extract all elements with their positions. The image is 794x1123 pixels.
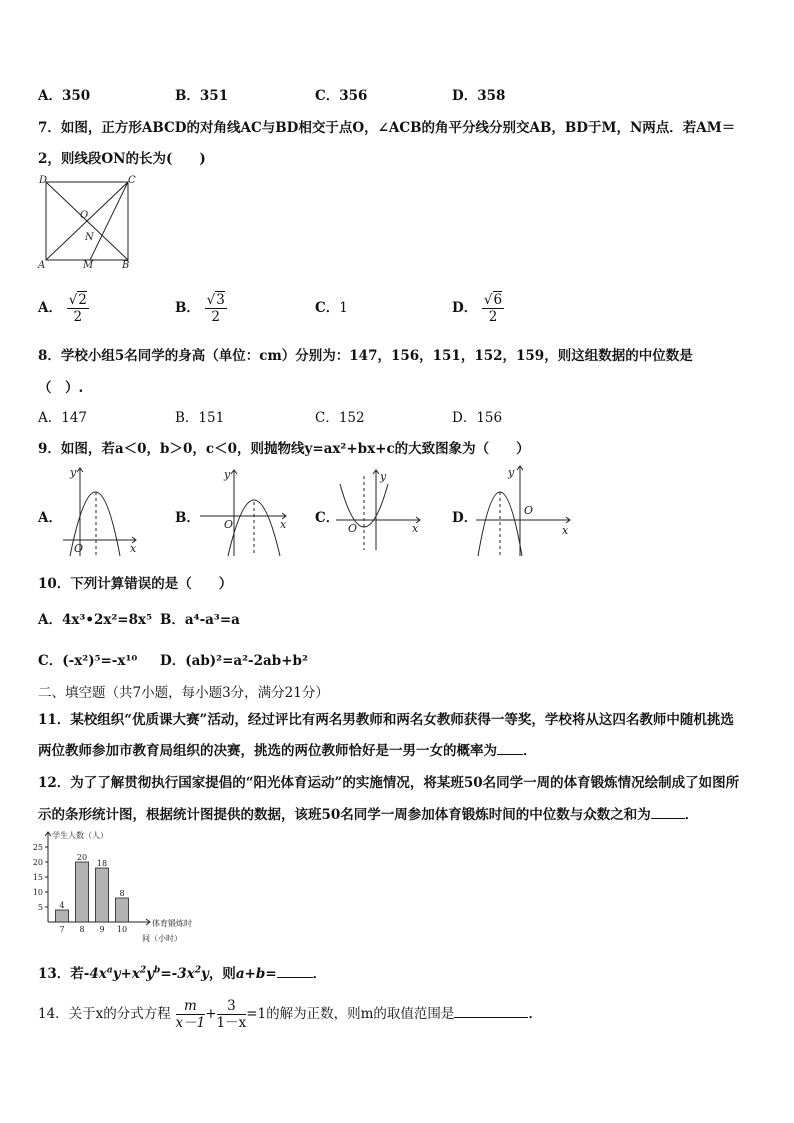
q7-a-den: 2 bbox=[73, 309, 83, 325]
q7-label-b: B bbox=[122, 260, 130, 270]
q7-option-a-fraction bbox=[67, 292, 89, 325]
chart-ytick-label-20: 20 bbox=[32, 858, 43, 867]
q7-label-d: D bbox=[39, 175, 48, 186]
chart-ytick-label-10: 10 bbox=[32, 888, 43, 897]
q9-d-x-label: x bbox=[562, 524, 569, 537]
q7-square-figure bbox=[36, 174, 136, 270]
q7-d-radicand: 6 bbox=[493, 292, 503, 308]
q7-label-a: A bbox=[38, 260, 46, 270]
q14-plus: + bbox=[205, 1006, 217, 1022]
q12-tail: ． bbox=[684, 807, 699, 823]
q13-text bbox=[38, 962, 326, 982]
chart-marks bbox=[33, 843, 129, 934]
q13-ab: a+b bbox=[235, 966, 266, 982]
q9-b-o-label: O bbox=[224, 518, 234, 531]
q12-answer-blank[interactable] bbox=[651, 818, 685, 819]
chart-value-label-10: 8 bbox=[119, 889, 125, 898]
q9-a-x-label: x bbox=[130, 542, 137, 555]
q13-mid: ，则 bbox=[208, 966, 236, 982]
q9-graph-b bbox=[198, 466, 290, 558]
q7-option-d bbox=[452, 290, 504, 326]
q14-post: 的解为正数，则m的取值范围是 bbox=[266, 1006, 455, 1022]
chart-value-label-9: 18 bbox=[96, 859, 108, 868]
q9-option-d-letter: D． bbox=[452, 510, 478, 526]
chart-bar-10 bbox=[116, 898, 129, 922]
q9-option-a-letter: A． bbox=[38, 510, 62, 526]
q14-eq: =1 bbox=[246, 1006, 267, 1022]
section-heading: 二、填空题（共7小题，每小题3分，满分21分） bbox=[38, 685, 329, 701]
q7-a-radicand: 2 bbox=[78, 292, 87, 308]
q14-answer-blank[interactable] bbox=[454, 1017, 528, 1018]
q6-option-a: A．350 bbox=[38, 88, 91, 104]
q7-option-c-letter: C． bbox=[315, 300, 340, 316]
q7-option-d-fraction bbox=[482, 292, 504, 325]
q9-text: 9．如图，若a＜0，b＞0，c＜0，则抛物线y=ax²+bx+c的大致图象为（ ） bbox=[38, 441, 530, 457]
q9-graph-d bbox=[474, 462, 574, 558]
q9-b-y-label: y bbox=[224, 468, 231, 481]
q8-option-b: B．151 bbox=[175, 410, 225, 426]
q12-bar-chart bbox=[30, 826, 230, 948]
chart-ytick-label-5: 5 bbox=[37, 903, 43, 912]
q9-c-y-label: y bbox=[380, 470, 387, 483]
q9-graph-a bbox=[60, 462, 140, 558]
q11-tail: ． bbox=[523, 743, 537, 759]
q14-f2-num: 3 bbox=[217, 998, 247, 1015]
chart-bar-9 bbox=[96, 868, 109, 922]
q8-text-line2: （ ）. bbox=[38, 380, 84, 396]
q9-option-c-letter: C． bbox=[315, 510, 340, 526]
q9-graph-c bbox=[334, 466, 424, 552]
q13-answer-blank[interactable] bbox=[277, 977, 313, 978]
q9-a-y-label: y bbox=[70, 466, 77, 479]
q7-b-radicand: 3 bbox=[216, 292, 225, 308]
chart-xlabel-line1: 体育锻炼时 bbox=[152, 919, 192, 928]
chart-bar-7 bbox=[56, 910, 69, 922]
q7-label-m: M bbox=[83, 260, 94, 270]
q12-text-line2 bbox=[38, 803, 698, 823]
q14-text bbox=[38, 994, 542, 1034]
q7-b-den: 2 bbox=[211, 309, 221, 325]
q8-option-a: A．147 bbox=[38, 410, 88, 426]
q13-expression: $-4x^ay+x^2y^b=-3x^2y$ bbox=[83, 965, 209, 982]
q9-option-b-letter: B． bbox=[175, 510, 200, 526]
chart-value-label-7: 4 bbox=[59, 901, 65, 910]
q8-text-line1: 8．学校小组5名同学的身高（单位：cm）分别为：147，156，151，152，159，则这组数据的中位数是 bbox=[38, 348, 693, 364]
q10-option-b: B．a⁴-a³=a bbox=[160, 612, 240, 628]
q11-text-line1: 11．某校组织“优质课大赛”活动，经过评比有两名男教师和两名女教师获得一等奖，学校将从这四名教师中随机挑选 bbox=[38, 712, 734, 728]
chart-xlabel-line2: 间（小时） bbox=[142, 934, 182, 943]
chart-category-label-9: 9 bbox=[99, 925, 105, 934]
q14-fraction-2 bbox=[217, 998, 247, 1031]
q6-option-b: B．351 bbox=[175, 88, 229, 104]
q7-label-o: O bbox=[80, 210, 89, 221]
q9-a-o-label: O bbox=[74, 542, 84, 555]
q9-d-y-label: y bbox=[508, 466, 515, 479]
chart-ytick-label-15: 15 bbox=[32, 873, 43, 882]
chart-ylabel: 学生人数（人） bbox=[52, 831, 108, 840]
q14-f1-den: x－1 bbox=[175, 1015, 206, 1031]
q14-f2-den: 1－x bbox=[216, 1015, 247, 1031]
q7-option-b bbox=[175, 290, 227, 326]
q8-option-d: D．156 bbox=[452, 410, 503, 426]
q7-a-sqrt: √ bbox=[68, 292, 78, 308]
chart-category-label-10: 10 bbox=[116, 925, 128, 934]
q13-prefix: 13．若 bbox=[38, 966, 84, 982]
q7-option-b-letter: B． bbox=[175, 300, 200, 316]
q12-text-line1: 12．为了了解贯彻执行国家提倡的“阳光体育运动”的实施情况，将某班50名同学一周的体育锻炼情况绘制成了如图所 bbox=[38, 775, 740, 791]
q9-d-o-label: O bbox=[524, 504, 534, 517]
chart-category-label-8: 8 bbox=[79, 925, 85, 934]
q14-fraction-1 bbox=[176, 998, 206, 1031]
q14-tail: ． bbox=[528, 1006, 542, 1022]
q11-answer-blank[interactable] bbox=[497, 754, 523, 755]
chart-value-label-8: 20 bbox=[76, 853, 88, 862]
q9-b-x-label: x bbox=[280, 518, 287, 531]
chart-ytick-label-25: 25 bbox=[32, 843, 43, 852]
q7-b-sqrt: √ bbox=[206, 292, 216, 308]
q13-eq: = bbox=[265, 966, 277, 982]
q7-text-line1: 7．如图，正方形ABCD的对角线AC与BD相交于点O，∠ACB的角平分线分别交AB，BD于M，N两点．若AM＝ bbox=[38, 120, 736, 136]
q10-option-d: D．(ab)²=a²-2ab+b² bbox=[160, 653, 308, 669]
q6-option-d: D．358 bbox=[452, 88, 506, 104]
q9-c-x-label: x bbox=[412, 522, 419, 535]
q7-option-b-fraction bbox=[205, 292, 227, 325]
q11-text-line2 bbox=[38, 739, 537, 759]
q7-option-a bbox=[38, 290, 89, 326]
q8-option-c: C．152 bbox=[315, 410, 365, 426]
q7-d-den: 2 bbox=[488, 309, 498, 325]
chart-category-label-7: 7 bbox=[59, 925, 65, 934]
q9-c-o-label: O bbox=[348, 522, 358, 535]
q7-option-d-letter: D． bbox=[452, 300, 478, 316]
q14-f1-num: m bbox=[176, 998, 206, 1015]
q7-text-line2: 2，则线段ON的长为( ) bbox=[38, 151, 206, 167]
q6-option-c: C．356 bbox=[315, 88, 368, 104]
q7-d-sqrt: √ bbox=[483, 292, 493, 308]
q10-text: 10．下列计算错误的是（ ） bbox=[38, 576, 233, 592]
chart-bar-8 bbox=[76, 862, 89, 922]
q7-option-c-value: 1 bbox=[339, 300, 348, 316]
q7-label-n: N bbox=[85, 232, 94, 243]
q7-option-c bbox=[315, 290, 348, 326]
q10-option-c: C．(-x²)⁵=-x¹⁰ bbox=[38, 653, 138, 669]
q10-option-a: A．4x³•2x²=8x⁵ bbox=[38, 612, 152, 628]
q12-line2-text: 示的条形统计图，根据统计图提供的数据，该班50名同学一周参加体育锻炼时间的中位数与众数之和为 bbox=[38, 807, 651, 823]
q7-option-a-letter: A． bbox=[38, 300, 62, 316]
q7-label-c: C bbox=[128, 175, 136, 186]
q14-pre: 14．关于x的分式方程 bbox=[38, 1006, 171, 1022]
q13-tail: ． bbox=[312, 966, 327, 982]
q11-line2-text: 两位教师参加市教育局组织的决赛，挑选的两位教师恰好是一男一女的概率为 bbox=[38, 743, 497, 759]
